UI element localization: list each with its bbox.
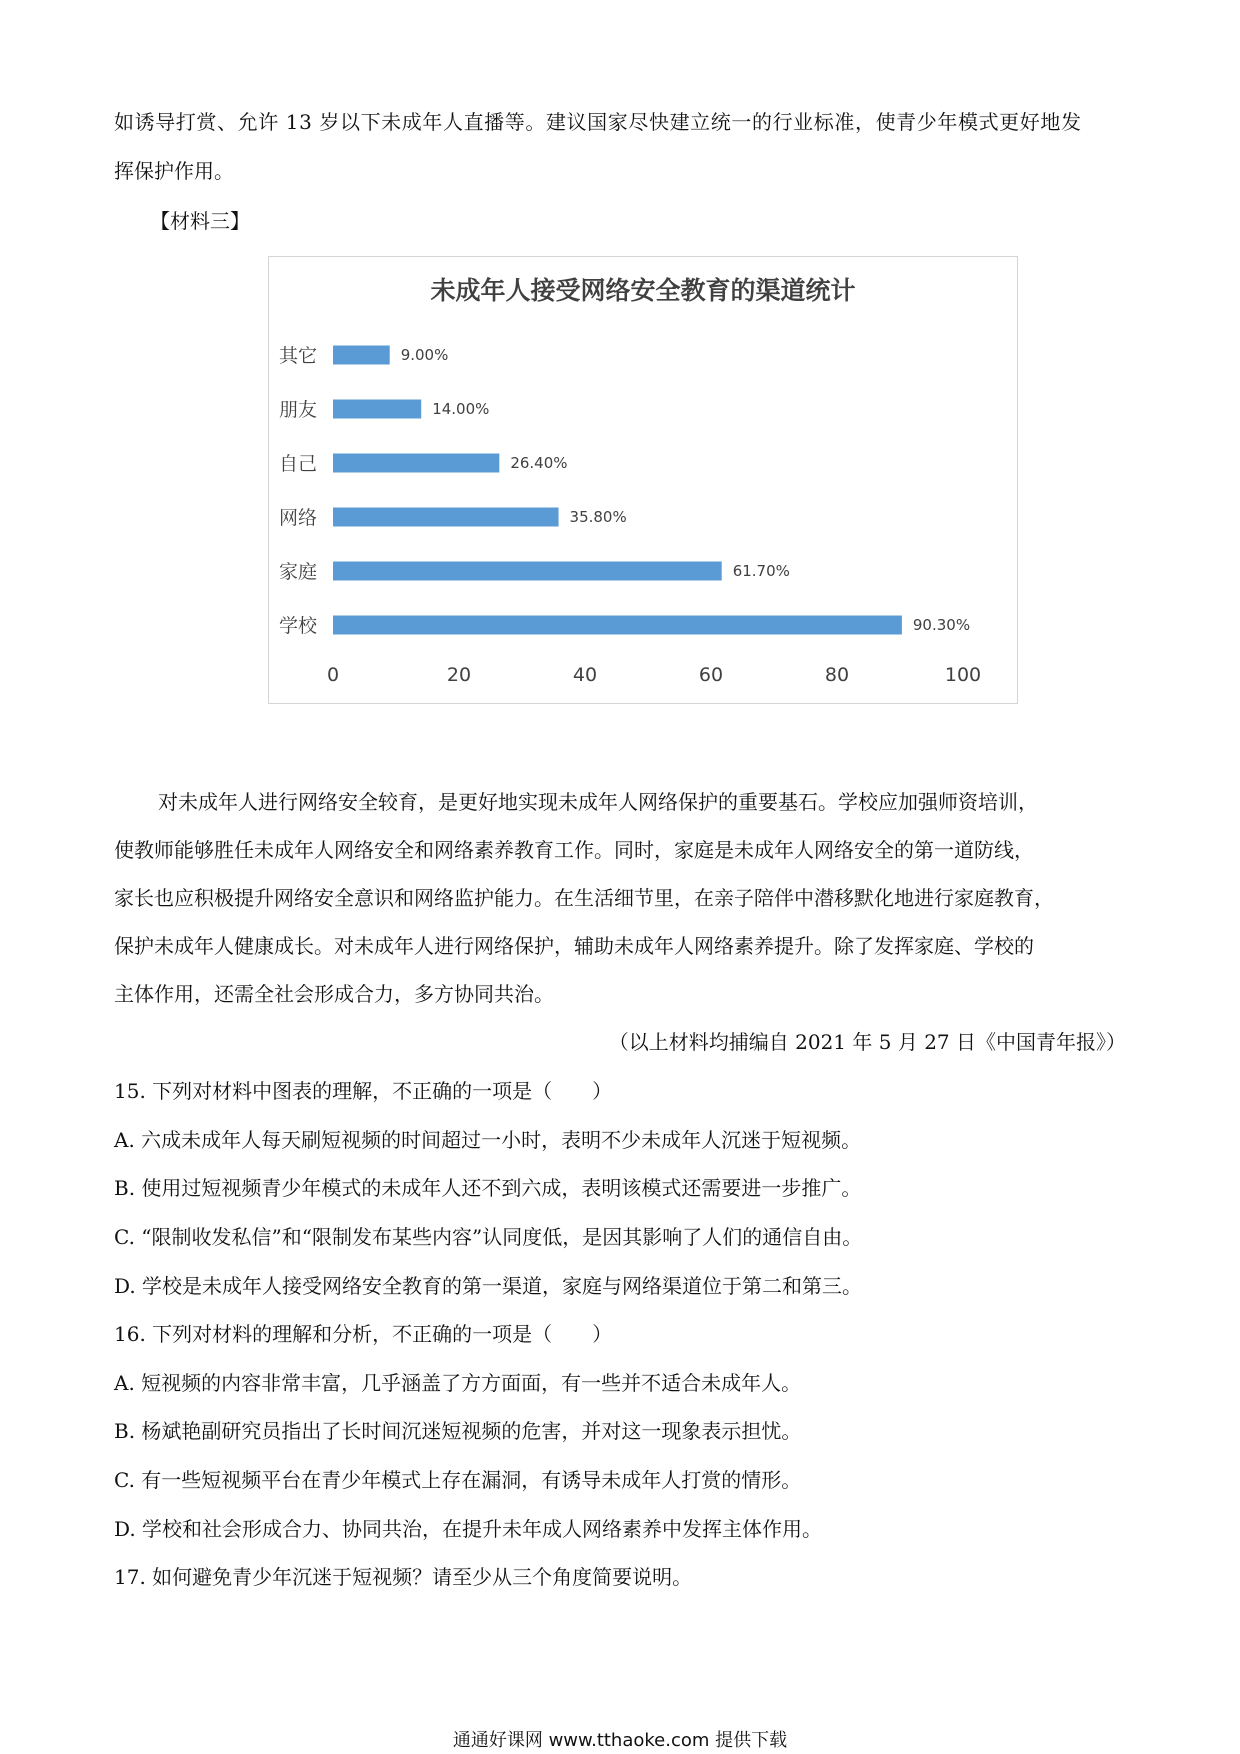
body-line-3: 家长也应积极提升网络安全意识和网络监护能力。在生活细节里，在亲子陪伴中潜移默化地进行家庭教育， — [114, 886, 1054, 910]
category-label-3: 网络 — [278, 507, 317, 529]
source-note: （以上材料均捕编自 2021 年 5 月 27 日《中国青年报》） — [608, 1030, 1126, 1054]
category-label-1: 朋友 — [278, 399, 317, 421]
chart-plot — [269, 257, 1017, 703]
q15-option-d: D. 学校是未成年人接受网络安全教育的第一渠道，家庭与网络渠道位于第二和第三。 — [114, 1274, 863, 1298]
material-label: 【材料三】 — [150, 209, 250, 233]
bar-1 — [333, 400, 421, 419]
question-17: 17. 如何避免青少年沉迷于短视频？请至少从三个角度简要说明。 — [114, 1565, 693, 1589]
value-label-4: 61.70% — [732, 562, 790, 580]
q16-option-d: D. 学校和社会形成合力、协同共治，在提升未年成人网络素养中发挥主体作用。 — [114, 1517, 823, 1541]
x-tick-label-0: 0 — [326, 664, 340, 686]
q15-option-c: C. “限制收发私信”和“限制发布某些内容”认同度低，是因其影响了人们的通信自由。 — [114, 1225, 863, 1249]
q15-option-b: B. 使用过短视频青少年模式的未成年人还不到六成，表明该模式还需要进一步推广。 — [114, 1176, 862, 1200]
chart-title: 未成年人接受网络安全教育的渠道统计 — [430, 276, 856, 305]
category-label-0: 其它 — [278, 345, 317, 367]
x-tick-label-1: 20 — [446, 664, 472, 686]
body-line-4: 保护未成年人健康成长。对未成年人进行网络保护，辅助未成年人网络素养提升。除了发挥家庭、学校的 — [114, 934, 1034, 958]
question-15: 15. 下列对材料中图表的理解，不正确的一项是（ ） — [114, 1079, 613, 1103]
body-line-5: 主体作用，还需全社会形成合力，多方协同共治。 — [114, 982, 554, 1006]
x-tick-label-4: 80 — [824, 664, 850, 686]
x-tick-label-5: 100 — [944, 664, 982, 686]
x-tick-label-3: 60 — [698, 664, 724, 686]
intro-line-1: 如诱导打赏、允许 13 岁以下未成年人直播等。建议国家尽快建立统一的行业标准，使青少年模式更好地发 — [114, 110, 1082, 134]
bar-2 — [333, 454, 499, 473]
value-label-0: 9.00% — [400, 346, 449, 364]
x-tick-label-2: 40 — [572, 664, 598, 686]
category-label-4: 家庭 — [278, 561, 317, 583]
bar-4 — [333, 562, 722, 581]
value-label-2: 26.40% — [510, 454, 568, 472]
category-label-2: 自己 — [278, 453, 317, 475]
bar-3 — [333, 508, 559, 527]
bar-0 — [333, 346, 390, 365]
value-label-1: 14.00% — [432, 400, 490, 418]
intro-line-2: 挥保护作用。 — [114, 159, 234, 183]
value-label-3: 35.80% — [569, 508, 627, 526]
q16-option-c: C. 有一些短视频平台在青少年模式上存在漏洞，有诱导未成年人打赏的情形。 — [114, 1468, 802, 1492]
q16-option-b: B. 杨斌艳副研究员指出了长时间沉迷短视频的危害，并对这一现象表示担忧。 — [114, 1419, 802, 1443]
body-line-2: 使教师能够胜任未成年人网络安全和网络素养教育工作。同时，家庭是未成年人网络安全的第一道防线， — [114, 838, 1034, 862]
bar-chart — [268, 256, 1018, 704]
category-label-5: 学校 — [278, 615, 317, 637]
question-16: 16. 下列对材料的理解和分析，不正确的一项是（ ） — [114, 1322, 613, 1346]
bar-5 — [333, 616, 902, 635]
q15-option-a: A. 六成未成年人每天刷短视频的时间超过一小时，表明不少未成年人沉迷于短视频。 — [114, 1128, 862, 1152]
footer-credit: 通通好课网 www.tthaoke.com 提供下载 — [452, 1730, 788, 1751]
body-line-1: 对未成年人进行网络安全较育，是更好地实现未成年人网络保护的重要基石。学校应加强师资培训， — [158, 790, 1038, 814]
value-label-5: 90.30% — [912, 616, 971, 634]
q16-option-a: A. 短视频的内容非常丰富，几乎涵盖了方方面面，有一些并不适合未成年人。 — [114, 1371, 802, 1395]
